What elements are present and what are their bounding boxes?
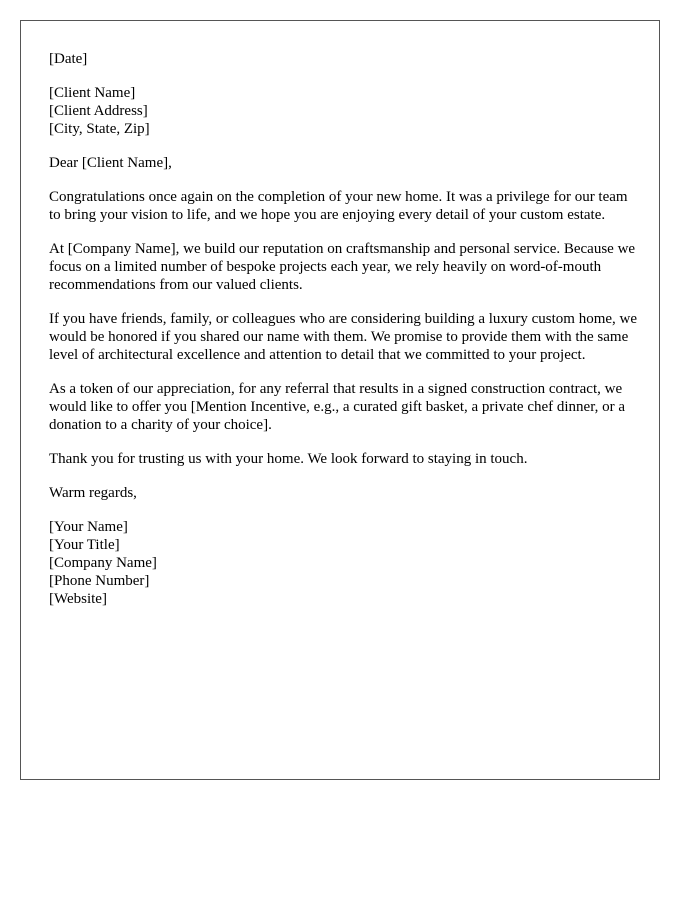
body-paragraph-incentive: As a token of our appreciation, for any referral that results in a signed construction contract, we would like to offer you [Mention Incentive, e.g., a curated gift basket, a private chef dinner, or a donation to a charity of your choice]. [49,381,625,433]
signature-title: [Your Title] [49,537,120,553]
letter-page [20,20,660,780]
body-paragraph-reputation: At [Company Name], we build our reputation on craftsmanship and personal service. Because we focus on a limited number of bespoke projects each year, we rely heavily on word-of-mouth recommendations from our valued clients. [49,241,636,293]
recipient-city-state-zip: [City, State, Zip] [49,121,150,137]
signature-block [49,518,639,608]
recipient-address: [Client Address] [49,103,148,119]
date-block [49,50,639,68]
signature-phone: [Phone Number] [49,573,150,589]
letter-content [49,50,639,624]
closing: Warm regards, [49,485,137,501]
recipient-address-block [49,84,639,138]
body-paragraph-congratulations: Congratulations once again on the completion of your new home. It was a privilege for our team to bring your vision to life, and we hope you are enjoying every detail of your custom estate. [49,189,628,223]
signature-company: [Company Name] [49,555,157,571]
body-paragraph-thanks: Thank you for trusting us with your home. We look forward to staying in touch. [49,451,528,467]
letter-date: [Date] [49,51,88,67]
signature-name: [Your Name] [49,519,128,535]
salutation: Dear [Client Name], [49,155,172,171]
body-paragraph-referral-request: If you have friends, family, or colleagues who are considering building a luxury custom home, we would be honored if you shared our name with them. We promise to provide them with the same level of architectural excellence and attention to detail that we committed to your project. [49,311,638,363]
recipient-name: [Client Name] [49,85,136,101]
signature-website: [Website] [49,591,107,607]
